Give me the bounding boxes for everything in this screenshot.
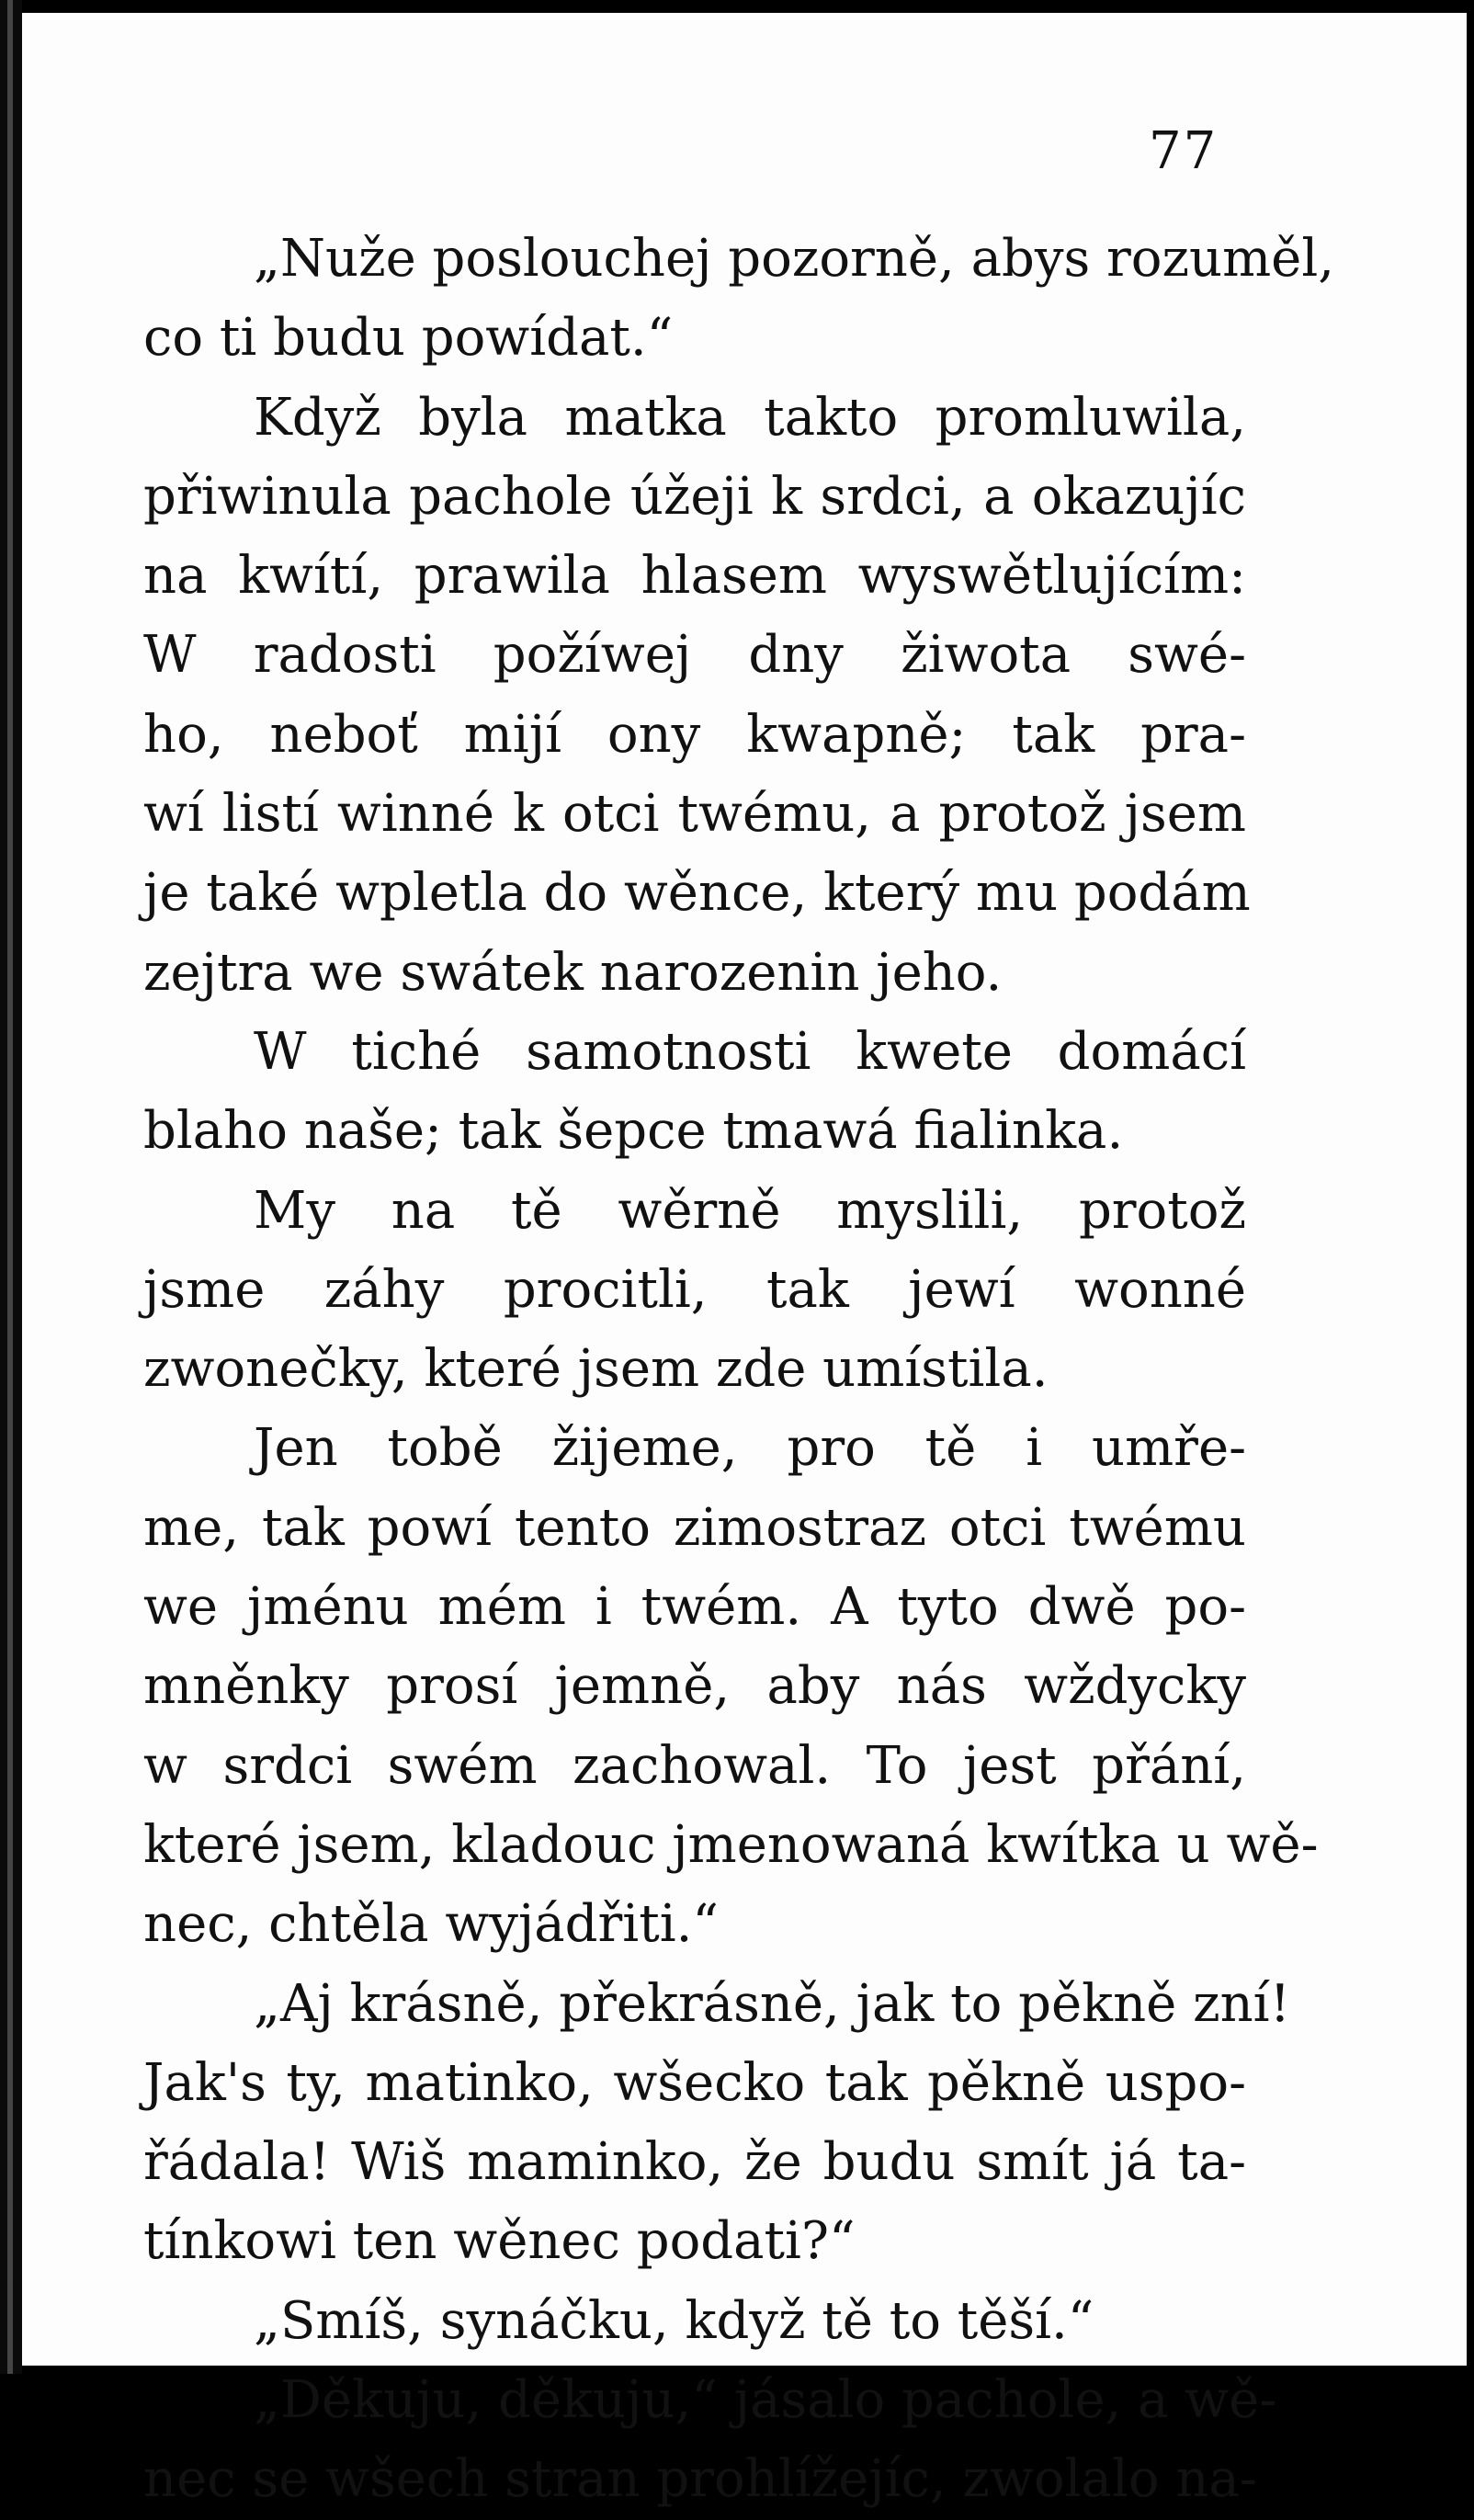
text-line: My na tě wěrně myslili, protož [254,1180,1246,1241]
text-line: „Smíš, synáčku, když tě to těší.“ [254,2290,1094,2351]
text-line: „Děkuju, děkuju,“ jásalo pachole, a wě- [254,2370,1277,2431]
text-line: W tiché samotnosti kwete domácí [254,1021,1246,1082]
text-line: Jen tobě žijeme, pro tě i umře- [254,1418,1246,1479]
body-text [143,220,1335,2520]
text-line: řádala! Wiš maminko, že budu smít já ta- [143,2132,1246,2193]
scan-left-edge [0,0,22,2374]
page-number: 77 [1149,121,1219,181]
text-line: je také wpletla do wěnce, který mu podám [143,863,1251,924]
text-line: w srdci swém zachowal. To jest přání, [143,1735,1246,1796]
text-line: na kwítí, prawila hlasem wyswětlujícím: [143,546,1246,607]
book-page [22,13,1467,2510]
text-line: nec, chtěla wyjádřiti.“ [143,1894,720,1955]
text-line: přiwinula pachole úžeji k srdci, a okazujíc [143,466,1246,527]
scan-edge-stripe [7,0,13,2374]
text-line: mněnky prosí jemně, aby nás wždycky [143,1656,1246,1717]
text-line: Jak's ty, matinko, wšecko tak pěkně uspo- [143,2052,1246,2113]
text-line: tínkowi ten wěnec podati?“ [143,2211,856,2272]
text-line: zwonečky, které jsem zde umístila. [143,1339,1049,1400]
text-line: ho, neboť mijí ony kwapně; tak pra- [143,704,1246,765]
text-line: Když byla matka takto promluwila, [254,387,1246,448]
text-line: „Aj krásně, překrásně, jak to pěkně zní! [254,1973,1291,2034]
text-line: me, tak powí tento zimostraz otci twému [143,1497,1246,1558]
text-line: we jménu mém i twém. A tyto dwě po- [143,1577,1246,1638]
text-line: jsme záhy procitli, tak jewí wonné [143,1259,1246,1320]
text-line: co ti budu powídat.“ [143,308,674,369]
text-line: wí listí winné k otci twému, a protož jsem [143,784,1246,845]
text-line: zejtra we swátek narozenin jeho. [143,942,1003,1003]
text-line: W radosti požíwej dny žiwota swé- [143,625,1246,686]
text-line: nec se wšech stran prohlížejíc, zwolalo na- [143,2449,1257,2510]
text-line: které jsem, kladouc jmenowaná kwítka u wě- [143,1814,1319,1875]
text-line: blaho naše; tak šepce tmawá fialinka. [143,1101,1124,1162]
text-line: „Nuže poslouchej pozorně, abys rozuměl, [254,229,1335,289]
